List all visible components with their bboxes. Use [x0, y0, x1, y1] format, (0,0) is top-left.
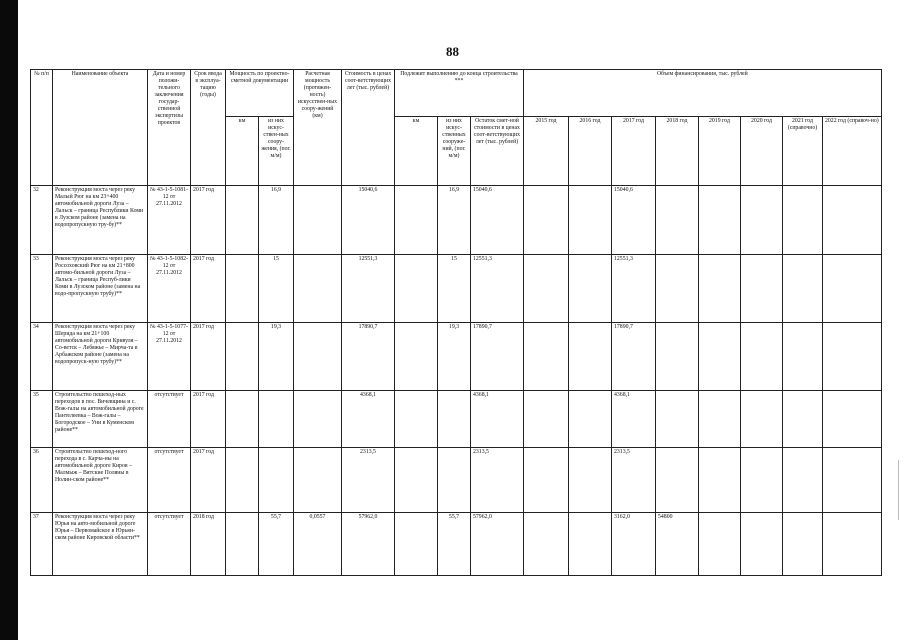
cell-num: 35: [31, 391, 53, 448]
cell-y2021: [783, 391, 823, 448]
cell-y2019: [699, 255, 741, 323]
cell-rem-cost: 4368,1: [471, 391, 524, 448]
cell-y2018: [656, 255, 699, 323]
cell-y2019: [699, 448, 741, 513]
cell-y2015: [524, 255, 569, 323]
cell-y2017: 2313,5: [612, 448, 656, 513]
cell-y2021: [783, 513, 823, 576]
cell-rem-cost: 57962,0: [471, 513, 524, 576]
cell-rem-km: [395, 513, 438, 576]
table-row: [31, 323, 882, 391]
cell-y2021: [783, 448, 823, 513]
cell-cost: 17890,7: [342, 323, 395, 391]
cell-y2015: [524, 513, 569, 576]
cell-calc-capacity: [294, 255, 342, 323]
cell-y2022: [823, 513, 882, 576]
cell-cost: 4368,1: [342, 391, 395, 448]
cell-expert: № 43-1-5-1082-12 от 27.11.2012: [148, 255, 191, 323]
cell-rem-art: 15: [438, 255, 471, 323]
cell-rem-cost: 15040,6: [471, 186, 524, 255]
header-calc-capacity: Расчетная мощность (протяжен-ность) искусствен-ных соору-жений (км): [294, 70, 342, 186]
table-row: [31, 513, 882, 576]
cell-term: 2017 год: [191, 186, 226, 255]
cell-num: 33: [31, 255, 53, 323]
cell-y2018: 54800: [656, 513, 699, 576]
header-year-2019: 2019 год: [699, 117, 741, 186]
cell-y2017: 3162,0: [612, 513, 656, 576]
header-rem-art: из них искус-ственных сооруже-ний, (пог. м/м): [438, 117, 471, 186]
header-cap-art: из них искус-ствен-ных соору-жения, (пог. м/м): [259, 117, 294, 186]
cell-cap-km: [226, 323, 259, 391]
cell-y2021: [783, 186, 823, 255]
cell-y2020: [741, 448, 783, 513]
cell-calc-capacity: 0,0557: [294, 513, 342, 576]
scan-artifact: [898, 460, 899, 520]
cell-name: Реконструкция моста через реку Юрья на авто-мобильной дороге Юрья – Первомайское в Юрьян-ском районе Кировской области**: [53, 513, 148, 576]
cell-y2022: [823, 323, 882, 391]
cell-rem-km: [395, 186, 438, 255]
header-cap-km: км: [226, 117, 259, 186]
cell-cap-km: [226, 391, 259, 448]
cell-name: Реконструкция моста через реку Шерида на км 21+100 автомобильной дороги Кривуля – Со-ветск – Лебяжье – Мирча-та в Арбажском районе (замена на водопропуск-ную трубу)**: [53, 323, 148, 391]
cell-num: 32: [31, 186, 53, 255]
cell-y2017: 15040,6: [612, 186, 656, 255]
cell-y2016: [569, 255, 612, 323]
cell-y2016: [569, 186, 612, 255]
header-row-1: [31, 70, 882, 117]
table-row: [31, 391, 882, 448]
cell-y2021: [783, 255, 823, 323]
cell-y2017: 12551,3: [612, 255, 656, 323]
cell-y2022: [823, 186, 882, 255]
table-row: [31, 186, 882, 255]
cell-expert: отсутствует: [148, 513, 191, 576]
cell-cost: 2313,5: [342, 448, 395, 513]
cell-name: Строительство пешеход-ных переходов в пос. Вичевщина и с. Вож-галы на автомобильной дороге Пантелеевка – Вож-галы – Богородское – Уни в Куменском районе**: [53, 391, 148, 448]
scan-border-left: [0, 0, 18, 640]
cell-cost: 15040,6: [342, 186, 395, 255]
cell-y2019: [699, 323, 741, 391]
cell-y2016: [569, 448, 612, 513]
cell-rem-art: 16,9: [438, 186, 471, 255]
cell-rem-km: [395, 391, 438, 448]
cell-name: Реконструкция моста через реку Россоховский Рюг на км 21+800 автомо-бильной дороги Луза – Лальск – граница Респуб-лики Коми в Лузском районе (замена на водо-пропускную трубу)**: [53, 255, 148, 323]
cell-y2019: [699, 391, 741, 448]
cell-y2016: [569, 323, 612, 391]
cell-rem-art: [438, 448, 471, 513]
header-year-2016: 2016 год: [569, 117, 612, 186]
cell-y2015: [524, 323, 569, 391]
cell-rem-art: [438, 391, 471, 448]
cell-rem-art: 55,7: [438, 513, 471, 576]
cell-expert: отсутствует: [148, 391, 191, 448]
cell-y2017: 4368,1: [612, 391, 656, 448]
cell-rem-km: [395, 448, 438, 513]
cell-cap-km: [226, 513, 259, 576]
cell-cap-art: 16,9: [259, 186, 294, 255]
cell-y2016: [569, 391, 612, 448]
header-year-2020: 2020 год: [741, 117, 783, 186]
cell-cost: 12551,3: [342, 255, 395, 323]
cell-rem-km: [395, 323, 438, 391]
header-year-2021: 2021 год (справочно): [783, 117, 823, 186]
cell-y2018: [656, 186, 699, 255]
cell-rem-cost: 2313,5: [471, 448, 524, 513]
cell-term: 2018 год: [191, 513, 226, 576]
cell-y2016: [569, 513, 612, 576]
header-term: Срок ввода в эксплуа-тацию (годы): [191, 70, 226, 186]
cell-rem-cost: 17890,7: [471, 323, 524, 391]
cell-y2020: [741, 186, 783, 255]
cell-y2018: [656, 323, 699, 391]
cell-term: 2017 год: [191, 323, 226, 391]
header-year-2018: 2018 год: [656, 117, 699, 186]
cell-name: Реконструкция моста через реку Малый Рюг на км 23+400 автомобильной дороги Луза – Лальск – граница Республики Коми в Лузском районе (замена на водопропускную тру-бу)**: [53, 186, 148, 255]
cell-calc-capacity: [294, 323, 342, 391]
cell-name: Строительство пешеход-ного перехода в с. Карча-ны на автомобильной дороге Киров – Малмыж – Вятские Поляны в Нолин-ском районе**: [53, 448, 148, 513]
cell-calc-capacity: [294, 186, 342, 255]
cell-y2020: [741, 391, 783, 448]
cell-y2019: [699, 186, 741, 255]
header-num: № п/п: [31, 70, 53, 186]
cell-term: 2017 год: [191, 391, 226, 448]
cell-cost: 57962,0: [342, 513, 395, 576]
header-rem-km: км: [395, 117, 438, 186]
cell-cap-km: [226, 448, 259, 513]
cell-rem-km: [395, 255, 438, 323]
cell-rem-art: 19,3: [438, 323, 471, 391]
cell-y2018: [656, 391, 699, 448]
header-name: Наименование объекта: [53, 70, 148, 186]
cell-y2017: 17890,7: [612, 323, 656, 391]
table-row: [31, 255, 882, 323]
cell-num: 37: [31, 513, 53, 576]
cell-y2015: [524, 448, 569, 513]
cell-y2021: [783, 323, 823, 391]
cell-calc-capacity: [294, 448, 342, 513]
cell-cap-art: [259, 448, 294, 513]
cell-y2022: [823, 448, 882, 513]
cell-cap-km: [226, 186, 259, 255]
cell-term: 2017 год: [191, 448, 226, 513]
header-year-2015: 2015 год: [524, 117, 569, 186]
construction-table: [30, 69, 882, 576]
cell-y2020: [741, 513, 783, 576]
cell-expert: № 43-1-5-1081-12 от 27.11.2012: [148, 186, 191, 255]
header-rem-cost: Остаток смет-ной стоимости в ценах соот-ветствующих лет (тыс. рублей): [471, 117, 524, 186]
header-cost: Стоимость в ценах соот-ветствующих лет (тыс. рублей): [342, 70, 395, 186]
cell-cap-art: 15: [259, 255, 294, 323]
cell-y2020: [741, 255, 783, 323]
cell-num: 34: [31, 323, 53, 391]
page-number: 88: [446, 44, 459, 59]
cell-cap-art: 19,3: [259, 323, 294, 391]
header-year-2017: 2017 год: [612, 117, 656, 186]
cell-rem-cost: 12551,3: [471, 255, 524, 323]
header-expert: Дата и номер положи-тельного заключения государ-ственной экспертизы проектов: [148, 70, 191, 186]
cell-y2015: [524, 391, 569, 448]
cell-y2022: [823, 391, 882, 448]
header-capacity: Мощность по проектно-сметной документации: [226, 70, 294, 117]
cell-cap-art: [259, 391, 294, 448]
cell-y2015: [524, 186, 569, 255]
cell-cap-km: [226, 255, 259, 323]
header-year-2022: 2022 год (справоч-но): [823, 117, 882, 186]
cell-expert: № 43-1-5-1077-12 от 27.11.2012: [148, 323, 191, 391]
cell-calc-capacity: [294, 391, 342, 448]
cell-y2019: [699, 513, 741, 576]
header-funding: Объем финансирования, тыс. рублей: [524, 70, 882, 117]
cell-term: 2017 год: [191, 255, 226, 323]
cell-expert: отсутствует: [148, 448, 191, 513]
table-row: [31, 448, 882, 513]
cell-cap-art: 55,7: [259, 513, 294, 576]
cell-y2020: [741, 323, 783, 391]
cell-y2022: [823, 255, 882, 323]
header-remaining: Подлежит выполнению до конца строительства ***: [395, 70, 524, 117]
cell-y2018: [656, 448, 699, 513]
cell-num: 36: [31, 448, 53, 513]
